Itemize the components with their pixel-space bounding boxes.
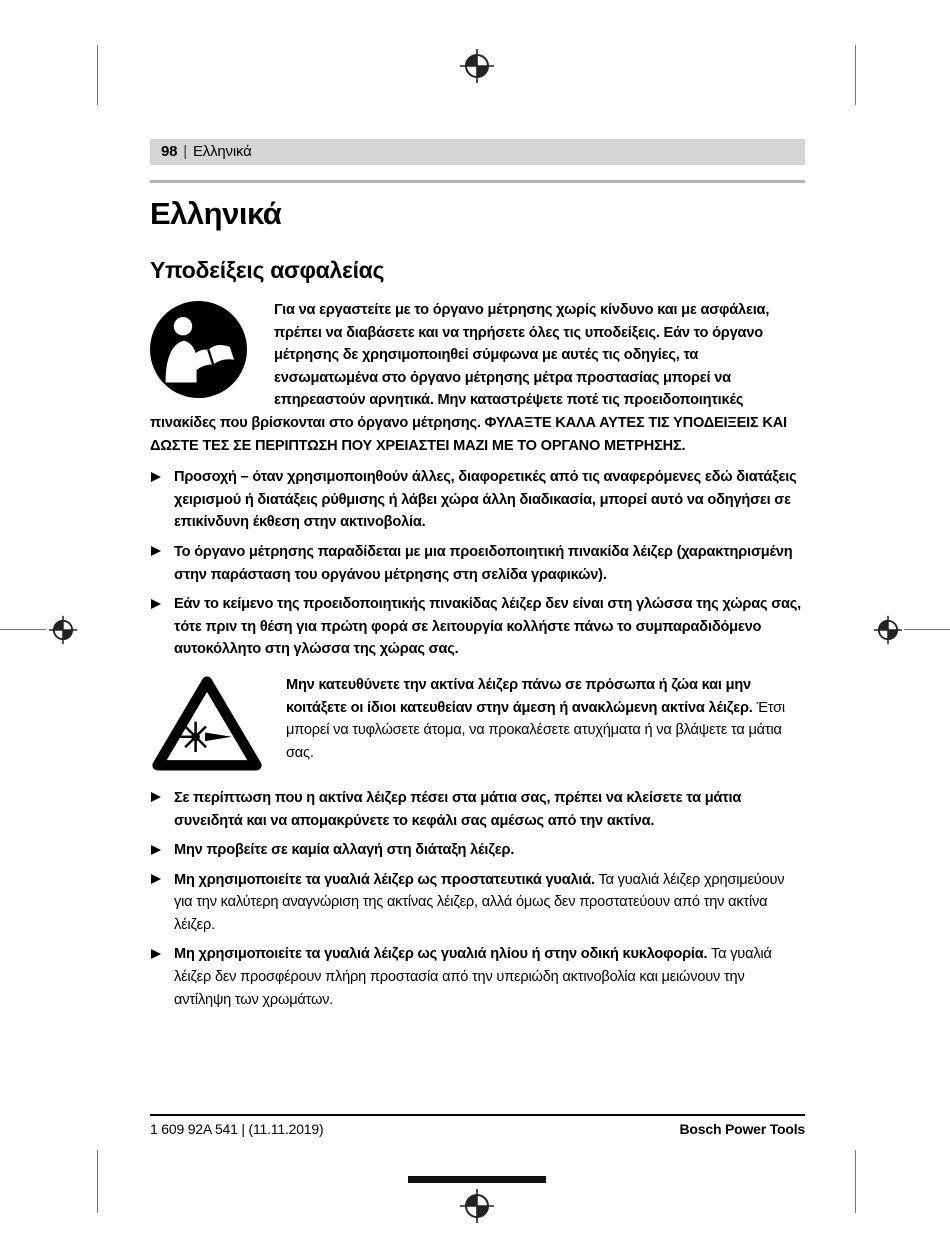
- bottom-center-bar: [408, 1176, 546, 1183]
- intro-text: Για να εργαστείτε με το όργανο μέτρησης χωρίς κίνδυνο και με ασφάλεια, πρέπει να διαβάσετε και να τηρήσετε όλες τις υποδείξεις. Εάν το όργανο μέτρησης δε χρησιμοποιηθεί σύμφωνα με αυτές τις οδηγίες, τα ενσωματωμένα στο όργανο μέτρησης μέτρα προστασίας μπορεί να επηρεαστούν αρνητικά. Μην καταστρέψετε ποτέ τις προειδοποιητικές πινακίδες που βρίσκονται στο όργανο μέτρησης. ΦΥΛΑΞΤΕ ΚΑΛΑ ΑΥΤΕΣ ΤΙΣ ΥΠΟΔΕΙΞΕΙΣ ΚΑΙ ΔΩΣΤΕ ΤΕΣ ΣΕ ΠΕΡΙΠΤΩΣΗ ΠΟΥ ΧΡΕΙΑΣΤΕΙ ΜΑΖΙ ΜΕ ΤΟ ΟΡΓΑΝΟ ΜΕΤΡΗΣΗΣ.: [150, 302, 787, 454]
- bullet-item: [150, 943, 805, 1011]
- laser-warning-normal-text: Έτσι μπορεί να τυφλώσετε άτομα, να προκαλέσετε ατυχήματα ή να βλάψετε τα μάτια σας.: [286, 699, 785, 761]
- bullet-item: [150, 869, 805, 937]
- crop-mark-bottom-left: [97, 1150, 98, 1213]
- laser-warning-icon: [150, 674, 264, 778]
- laser-warning-bold-text: Μην κατευθύνετε την ακτίνα λέιζερ πάνω σε πρόσωπα ή ζώα και μην κοιτάξετε οι ίδιοι κατευθείαν στην άμεση ή ανακλώμενη ακτίνα λέιζερ.: [286, 676, 753, 716]
- registration-mark-top-icon: [459, 48, 495, 84]
- bullet-item: [150, 787, 805, 832]
- registration-mark-bottom-icon: [459, 1188, 495, 1224]
- bullet-item: [150, 839, 805, 862]
- crop-mark-top-right: [855, 45, 856, 105]
- footer-doc-number: 1 609 92A 541 | (11.11.2019): [150, 1121, 324, 1137]
- laser-warning-block: [150, 674, 805, 778]
- bullet-bold-text: Προσοχή – όταν χρησιμοποιηθούν άλλες, διαφορετικές από τις αναφερόμενες εδώ διατάξεις χειρισμού ή διατάξεις ρύθμισης ή λάβει χώρα άλλη διαδικασία, μπορεί αυτό να οδηγήσει σε επικίνδυνη έκθεση στην ακτινοβολία.: [174, 469, 797, 531]
- section-title: Υποδείξεις ασφαλείας: [150, 257, 385, 283]
- intro-paragraph: [150, 299, 805, 457]
- header-language: Ελληνικά: [193, 143, 252, 160]
- bullet-bold-text: Σε περίπτωση που η ακτίνα λέιζερ πέσει στα μάτια σας, πρέπει να κλείσετε τα μάτια συνειδητά και να απομακρύνετε το κεφάλι σας αμέσως από την ακτίνα.: [174, 789, 742, 829]
- bullet-arrow-icon: [151, 472, 161, 482]
- crop-mark-right-line: [904, 629, 950, 630]
- bullet-bold-text: Το όργανο μέτρησης παραδίδεται με μια προειδοποιητική πινακίδα λέιζερ (χαρακτηρισμένη στην παράσταση του οργάνου μέτρησης στη σελίδα γραφικών).: [174, 543, 793, 583]
- read-manual-icon: [150, 301, 247, 398]
- page-number: 98: [161, 143, 178, 160]
- bullet-normal-text: Τα γυαλιά λέιζερ δεν προσφέρουν πλήρη προστασία από την υπεριώδη ακτινοβολία και μειώνουν την αντίληψη των χρωμάτων.: [174, 946, 772, 1008]
- bullet-bold-text: Μη χρησιμοποιείτε τα γυαλιά λέιζερ ως γυαλιά ηλίου ή στην οδική κυκλοφορία.: [174, 946, 708, 963]
- bullet-item: [150, 541, 805, 586]
- bullet-bold-text: Εάν το κείμενο της προειδοποιητικής πινακίδας λέιζερ δεν είναι στη γλώσσα της χώρας σας, τότε πριν τη θέση για πρώτη φορά σε λειτουργία κολλήστε πάνω το συμπαραδιδόμενο αυτοκόλλητο στη γλώσσα της χώρας σας.: [174, 596, 802, 658]
- crop-mark-top-left: [97, 45, 98, 105]
- bullet-item: [150, 593, 805, 661]
- header-separator: |: [183, 143, 187, 160]
- bullet-arrow-icon: [151, 845, 161, 855]
- bullet-arrow-icon: [151, 599, 161, 609]
- safety-bullets-top: [150, 466, 805, 661]
- page-content: [150, 139, 805, 1018]
- crop-mark-left-line: [0, 629, 46, 630]
- chapter-title: Ελληνικά: [150, 196, 282, 231]
- registration-mark-left-icon: [48, 615, 78, 645]
- bullet-arrow-icon: [151, 949, 161, 959]
- bullet-arrow-icon: [151, 546, 161, 556]
- crop-mark-bottom-right: [855, 1150, 856, 1213]
- footer-brand: Bosch Power Tools: [679, 1121, 805, 1137]
- bullet-normal-text: Τα γυαλιά λέιζερ χρησιμεύουν για την καλύτερη αναγνώριση της ακτίνας λέιζερ, αλλά όμως δεν προστατεύουν από την ακτίνα λέιζερ.: [174, 871, 785, 933]
- safety-bullets-bottom: [150, 787, 805, 1011]
- laser-warning-text: [286, 674, 805, 778]
- bullet-item: [150, 466, 805, 534]
- bullet-arrow-icon: [151, 792, 161, 802]
- page-footer: [150, 1114, 805, 1137]
- registration-mark-right-icon: [873, 615, 903, 645]
- running-header: [150, 139, 805, 165]
- bullet-bold-text: Μη χρησιμοποιείτε τα γυαλιά λέιζερ ως προστατευτικά γυαλιά.: [174, 871, 595, 888]
- bullet-bold-text: Μην προβείτε σε καμία αλλαγή στη διάταξη λέιζερ.: [174, 842, 515, 859]
- bullet-arrow-icon: [151, 874, 161, 884]
- divider-rule: [150, 180, 805, 183]
